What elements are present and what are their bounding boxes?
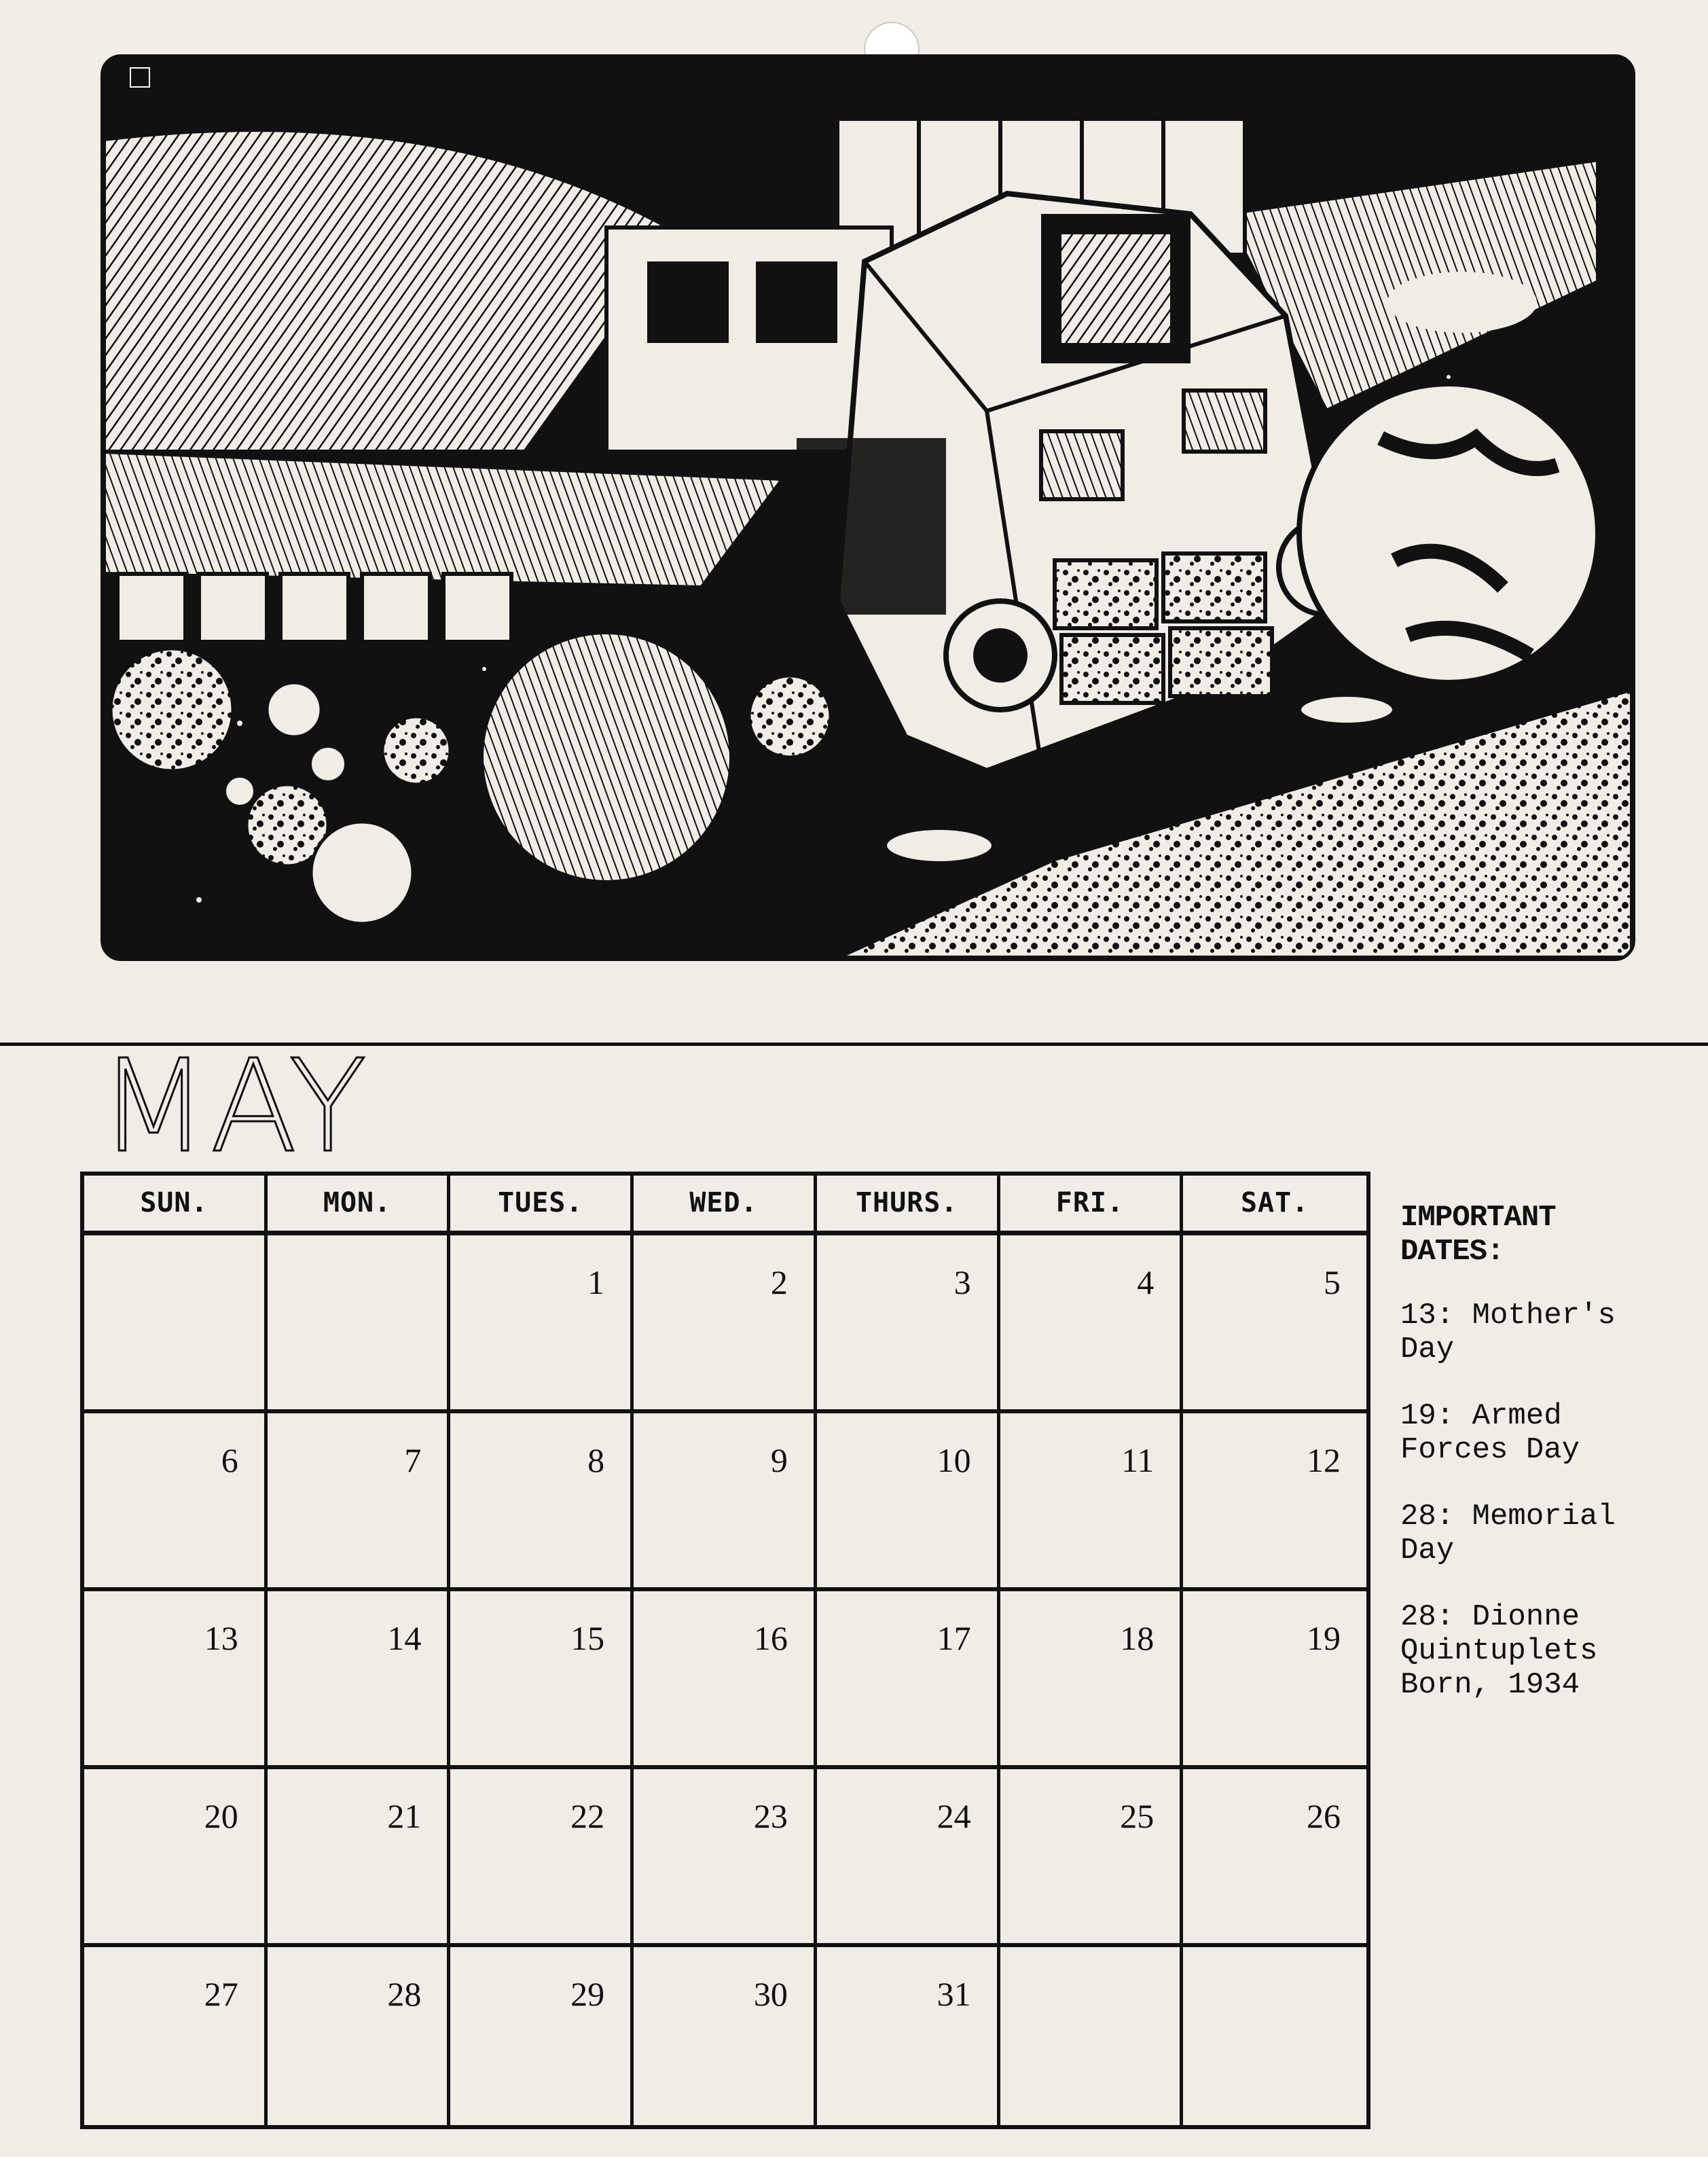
important-dates-heading: IMPORTANT DATES: [1400, 1201, 1556, 1269]
event-armed-forces-day: 19: Armed Forces Day [1400, 1399, 1580, 1467]
day-cell [84, 1947, 268, 2125]
day-cell [1183, 1769, 1366, 1947]
weekday-tuesday: TUES. [450, 1176, 634, 1231]
day-cell [817, 1947, 1000, 2125]
day-number: 18 [1120, 1619, 1155, 1657]
day-number: 15 [570, 1619, 605, 1657]
day-number: 24 [937, 1797, 971, 1835]
day-cell [84, 1591, 268, 1769]
weekday-thursday: THURS. [817, 1176, 1000, 1231]
day-number: 27 [204, 1975, 238, 2013]
day-cell [817, 1769, 1000, 1947]
weekday-saturday: SAT. [1240, 1187, 1309, 1218]
day-cell [817, 1235, 1000, 1413]
day-number: 7 [404, 1441, 422, 1479]
day-number: 19 [1307, 1619, 1341, 1657]
day-cell [817, 1591, 1000, 1769]
day-cell [1183, 1947, 1366, 2125]
day-number: 2 [770, 1263, 788, 1301]
important-dates-panel [1400, 1201, 1692, 1735]
day-cell [84, 1413, 268, 1591]
day-cell [450, 1591, 634, 1769]
day-cell [1000, 1947, 1184, 2125]
day-number: 31 [937, 1975, 971, 2013]
artist-mark-icon [130, 67, 150, 88]
day-cell [84, 1235, 268, 1413]
day-number: 10 [937, 1441, 971, 1479]
day-number: 23 [753, 1797, 788, 1835]
day-cell [1000, 1235, 1184, 1413]
day-number: 5 [1324, 1263, 1341, 1301]
day-number: 30 [753, 1975, 788, 2013]
day-number: 21 [387, 1797, 422, 1835]
event-mothers-day: 13: Mother's Day [1400, 1299, 1616, 1366]
day-cell [634, 1591, 817, 1769]
weekday-header-row [84, 1176, 1366, 1235]
day-cell [1000, 1769, 1184, 1947]
day-number: 12 [1307, 1441, 1341, 1479]
day-cell [1000, 1413, 1184, 1591]
event-dionne-quintuplets: 28: Dionne Quintuplets Born, 1934 [1400, 1600, 1598, 1702]
day-cell [817, 1413, 1000, 1591]
day-number: 22 [570, 1797, 605, 1835]
day-number: 9 [770, 1441, 788, 1479]
day-cell [268, 1413, 451, 1591]
weekday-sunday: SUN. [84, 1176, 268, 1231]
day-number: 13 [204, 1619, 238, 1657]
weekday-monday: MON. [268, 1176, 451, 1231]
day-number: 28 [387, 1975, 422, 2013]
day-cell [634, 1413, 817, 1591]
day-cell [450, 1413, 634, 1591]
weekday-wednesday: WED. [634, 1176, 817, 1231]
day-number: 8 [587, 1441, 605, 1479]
day-cells [84, 1235, 1366, 2125]
calendar-grid [80, 1172, 1370, 2129]
day-cell [450, 1947, 634, 2125]
weekday-friday: FRI. [1000, 1176, 1184, 1231]
day-number: 4 [1137, 1263, 1155, 1301]
day-cell [1183, 1235, 1366, 1413]
day-number: 26 [1307, 1797, 1341, 1835]
day-cell [268, 1591, 451, 1769]
day-cell [1183, 1591, 1366, 1769]
day-cell [634, 1235, 817, 1413]
day-number: 1 [587, 1263, 605, 1301]
day-number: 29 [570, 1975, 605, 2013]
day-number: 6 [221, 1441, 238, 1479]
day-cell [634, 1947, 817, 2125]
day-cell [450, 1769, 634, 1947]
day-number: 11 [1121, 1441, 1155, 1479]
day-number: 20 [204, 1797, 238, 1835]
month-title: MAY [98, 1032, 369, 1181]
day-number: 16 [753, 1619, 788, 1657]
day-cell [450, 1235, 634, 1413]
event-memorial-day: 28: Memorial Day [1400, 1500, 1616, 1567]
day-number: 14 [387, 1619, 422, 1657]
day-cell [84, 1769, 268, 1947]
day-cell [1000, 1591, 1184, 1769]
day-number: 3 [953, 1263, 971, 1301]
spaceship-illustration [101, 54, 1635, 961]
day-cell [1183, 1413, 1366, 1591]
day-number: 25 [1120, 1797, 1155, 1835]
day-number: 17 [937, 1619, 971, 1657]
day-cell [634, 1769, 817, 1947]
day-cell [268, 1235, 451, 1413]
day-cell [268, 1947, 451, 2125]
day-cell [268, 1769, 451, 1947]
